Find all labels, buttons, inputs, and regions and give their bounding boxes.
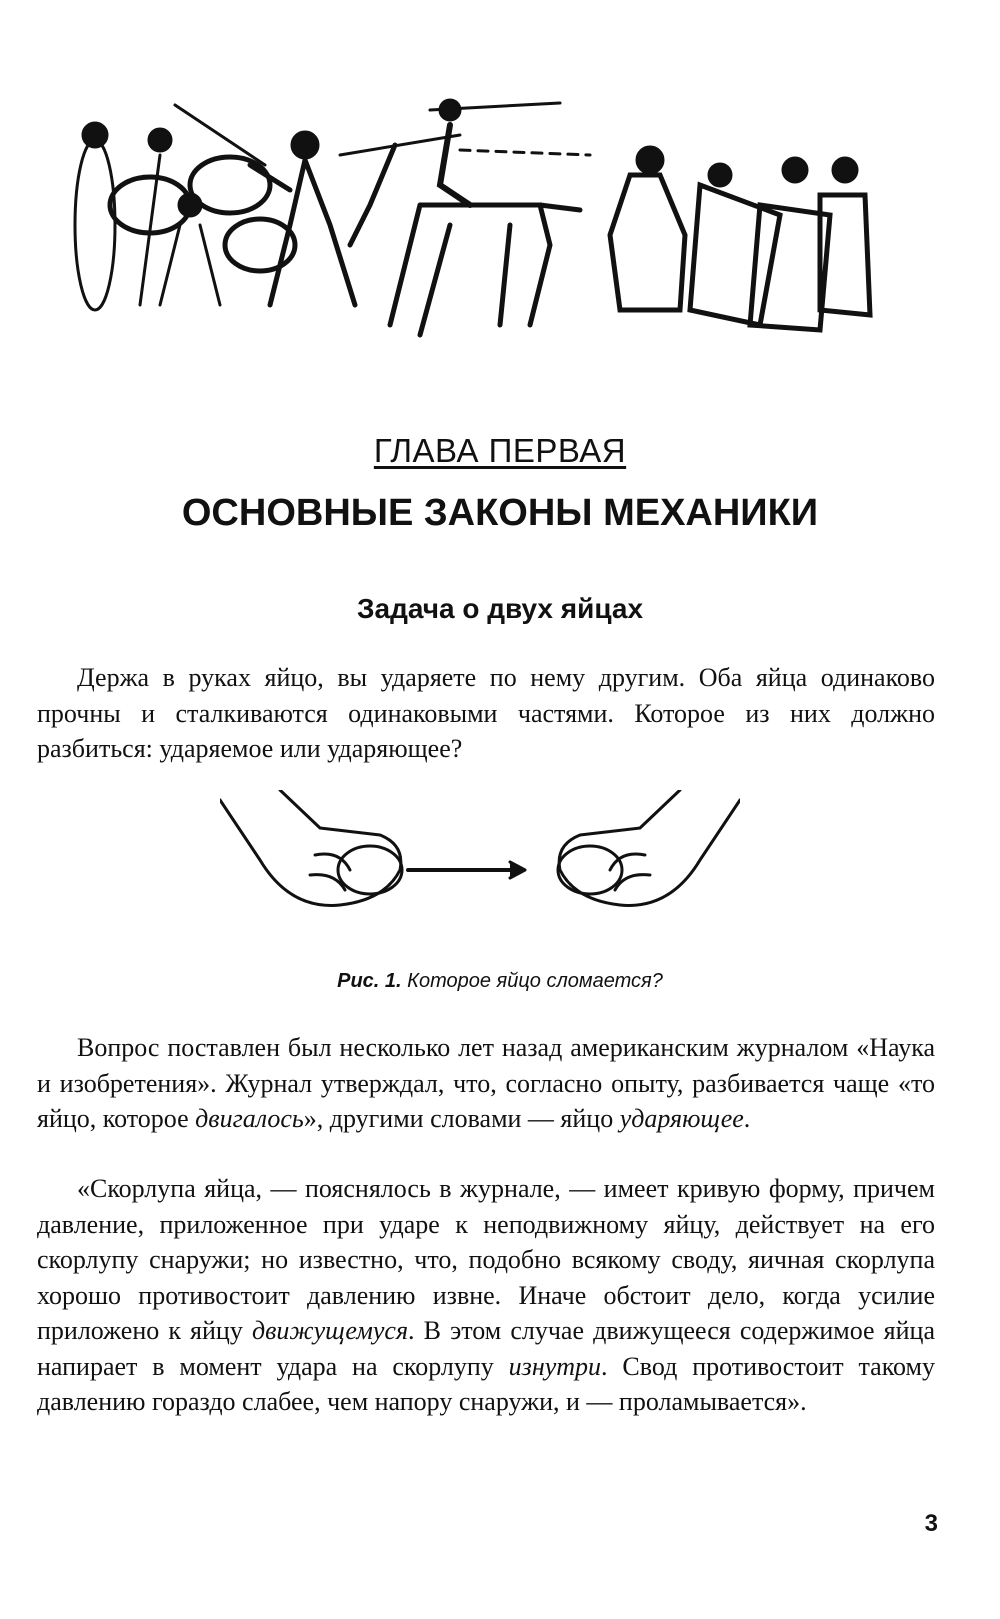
paragraph-3-text-c: . Свод противостоит такому давлению гораздо слабее, чем напору снаружи, и — проламывается». [37,1351,935,1416]
section-title: Задача о двух яйцах [356,593,644,624]
chapter-label: ГЛАВА ПЕРВАЯ [373,432,627,469]
paragraph-2 [37,1030,935,1137]
paragraph-3-text-b: . В этом случае движущееся содержимое яйца напирает в момент удара на скорлупу [37,1316,935,1381]
paragraph-1: Держа в руках яйцо, вы ударяете по нему другим. Оба яйца одинаково прочны и сталкиваются одинаковыми частями. Которое из них должно разбиться: ударяемое или ударяющее? [37,663,935,763]
paragraph-2-text-b: », другими словами — яйцо [303,1104,620,1133]
paragraph-3-text-a: «Скорлупа яйца, — пояснялось в журнале, — имеет кривую форму, причем давление, приложенное при ударе к неподвижному яйцу, действует на его скорлупу снаружи; но известно, что, подобно всякому своду, яичная скорлупа хорошо противостоит давлению извне. Иначе обстоит дело, когда усилие приложено к яйцу [37,1174,935,1345]
jousting-engraving-illustration [60,95,920,360]
paragraph-2-emphasis-2: ударяющее [619,1104,744,1133]
figure-label: Рис. 1. [337,970,402,992]
paragraph-3-emphasis-1: движущемуся [251,1316,409,1345]
paragraph-2-emphasis-1: двигалось [195,1104,304,1133]
hands-eggs-figure [220,790,740,950]
paragraph-3 [37,1171,935,1420]
chapter-title: ОСНОВНЫЕ ЗАКОНЫ МЕХАНИКИ [181,492,819,534]
figure-caption [0,970,1000,993]
paragraph-2-text-a: Вопрос поставлен был несколько лет назад американским журналом «Наука и изобретения». Журнал утверждал, что, согласно опыту, разбивается чаще «то яйцо, которое [37,1033,935,1133]
paragraph-3-emphasis-2: изнутри [508,1351,602,1381]
figure-caption-text: Которое яйцо сломается? [401,970,663,992]
paragraph-2-text-c: . [743,1104,751,1133]
page-number: 3 [924,1510,938,1537]
